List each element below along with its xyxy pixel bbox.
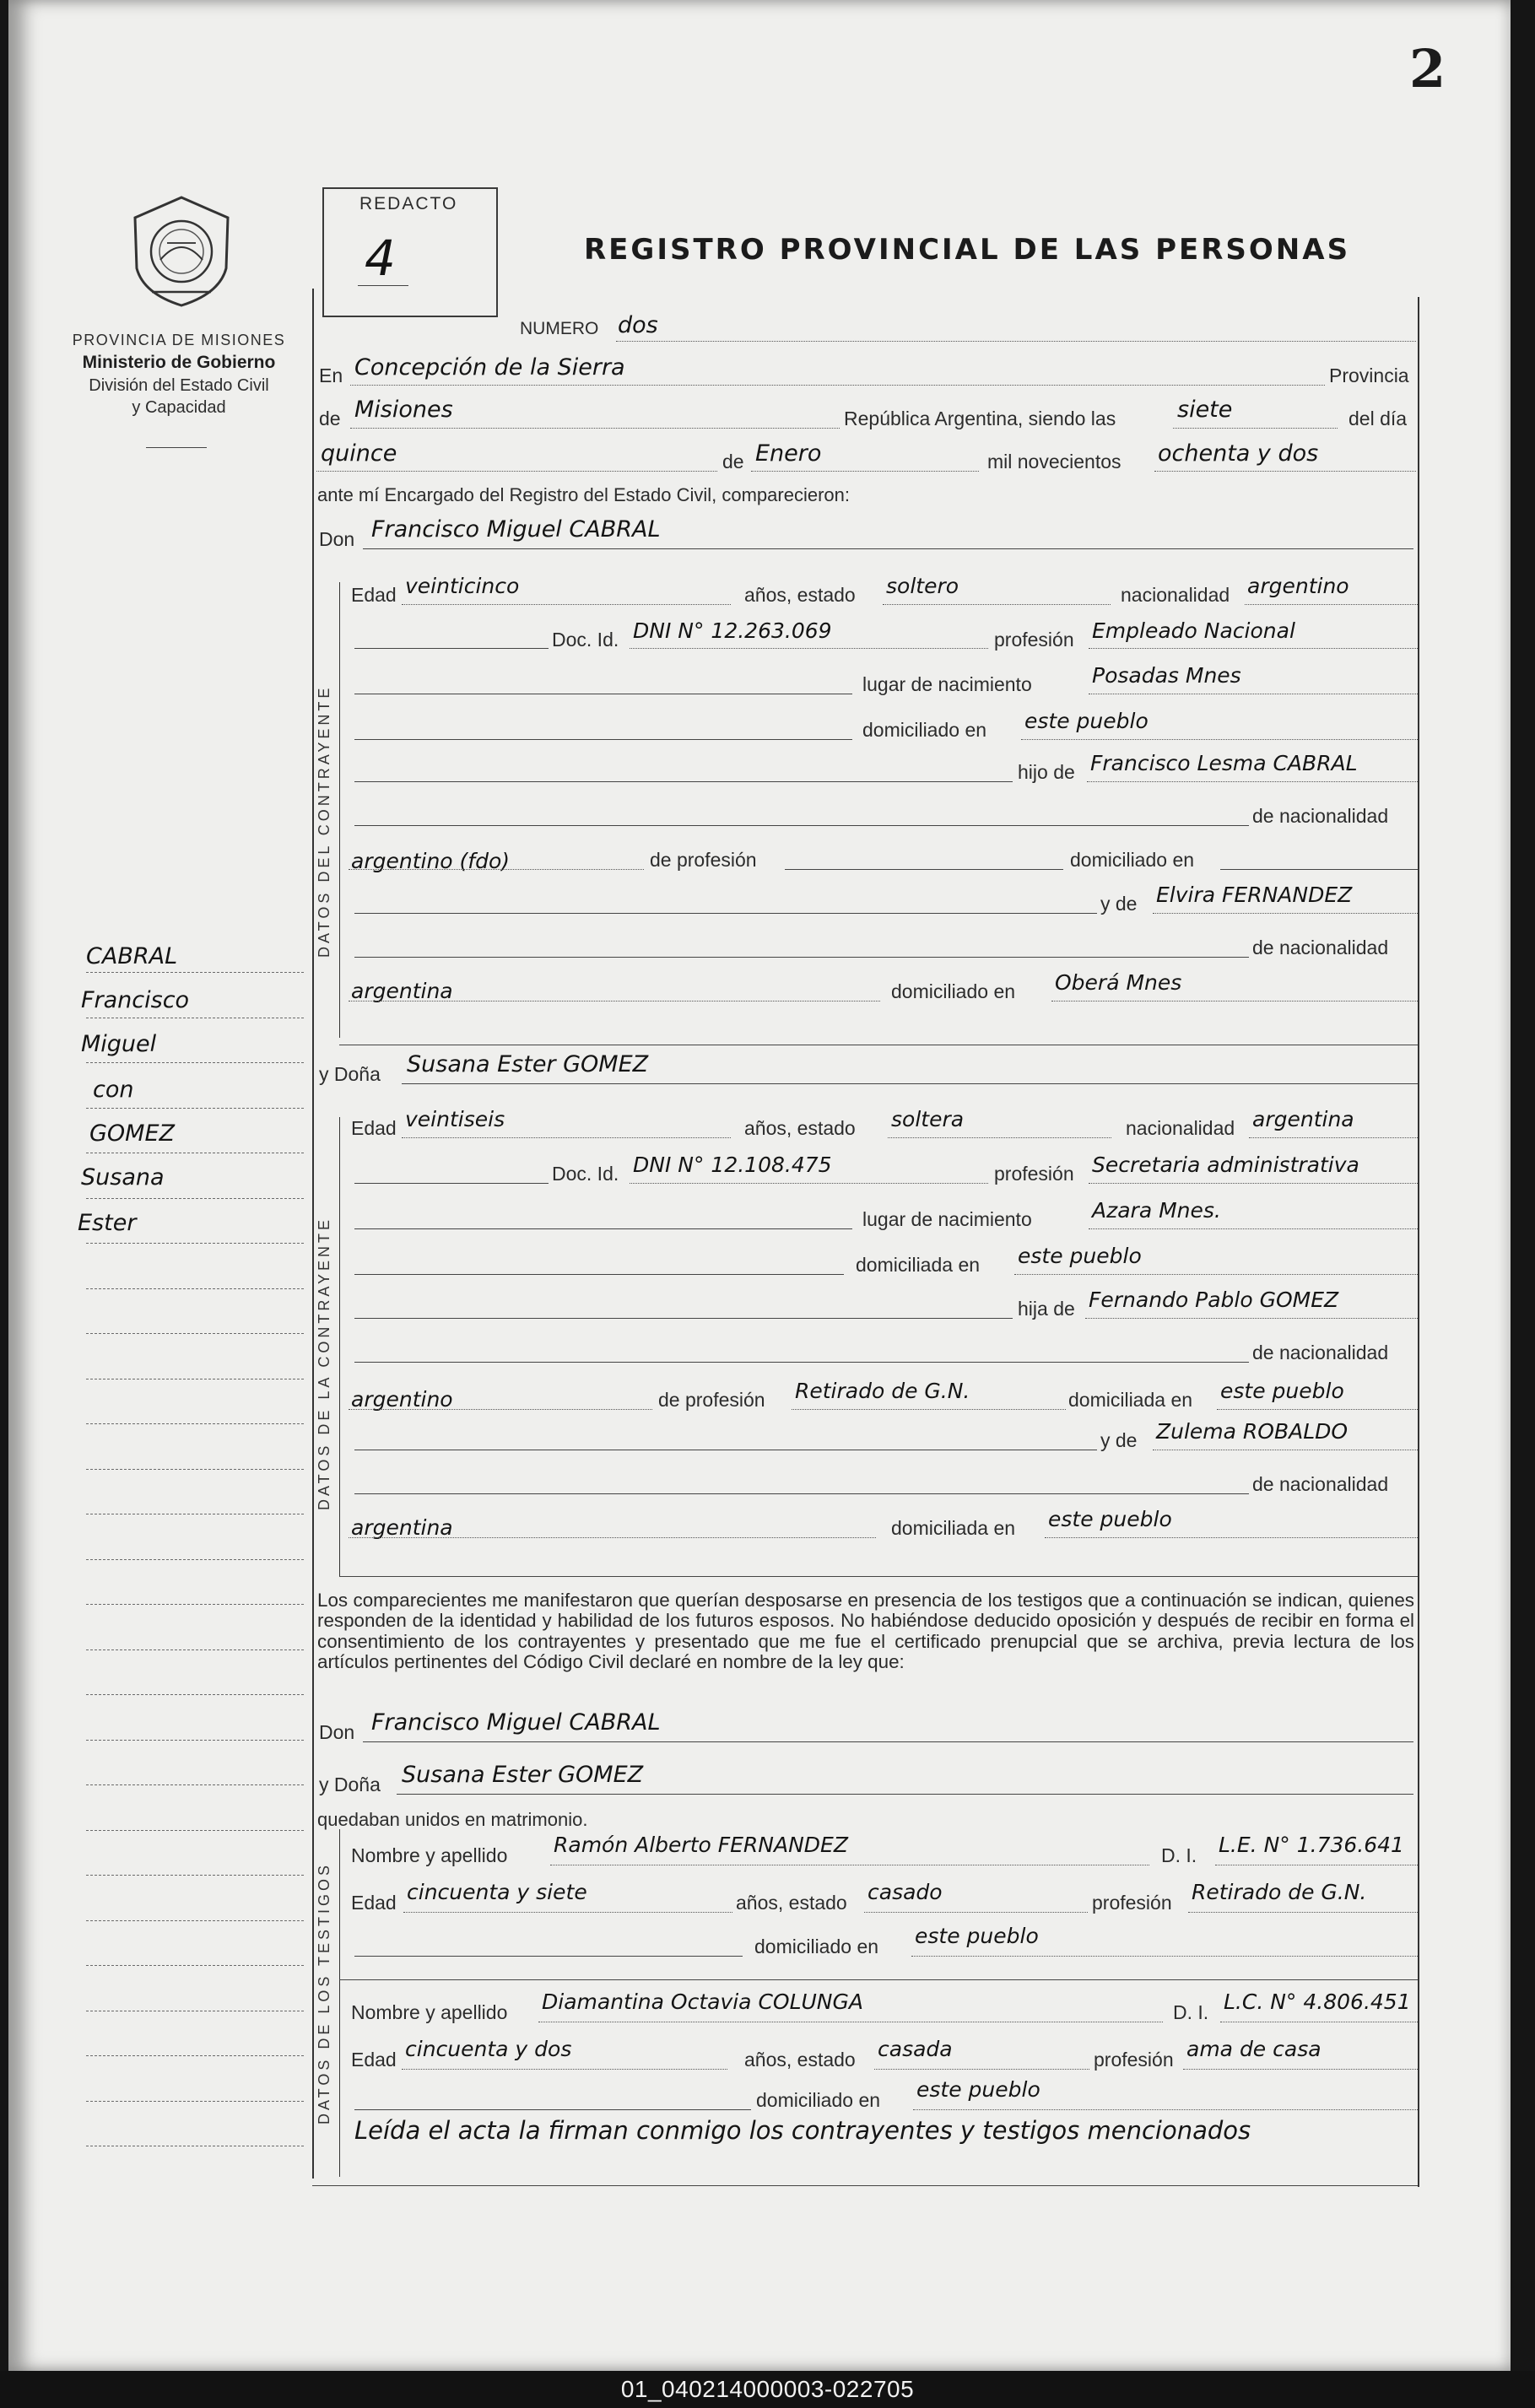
margin-rule [86, 1649, 304, 1650]
w2-profesion: ama de casa [1186, 2037, 1322, 2061]
bride-de-nacionalidad-label-2: de nacionalidad [1252, 1473, 1389, 1495]
margin-name-6: Susana [81, 1164, 165, 1191]
bride-domiciliada-label-3: domiciliada en [891, 1517, 1016, 1539]
register-title: REGISTRO PROVINCIAL DE LAS PERSONAS [584, 233, 1351, 267]
dia-value: quince [321, 440, 397, 467]
margin-rule [86, 1965, 304, 1966]
w2-nombre: Diamantina Octavia COLUNGA [542, 1990, 863, 2014]
bride-de-profesion-label: de profesión [658, 1389, 765, 1411]
bride-y-de-label: y de [1100, 1429, 1138, 1451]
profesion-label: profesión [994, 629, 1074, 651]
w2-edad: cincuenta y dos [405, 2037, 572, 2061]
w1-nombre-label: Nombre y apellido [351, 1844, 508, 1866]
republica-label: República Argentina, siendo las [844, 408, 1116, 429]
hijo-de-label: hijo de [1018, 761, 1075, 783]
groom-padre: Francisco Lesma CABRAL [1090, 751, 1358, 775]
bride-padre-nacionalidad: argentino [351, 1387, 453, 1412]
bride-profesion-label: profesión [994, 1163, 1074, 1185]
margin-rule [86, 1604, 304, 1605]
groom-nacionalidad: argentino [1247, 574, 1349, 598]
bride-edad-label: Edad [351, 1117, 397, 1139]
bride-estado: soltera [891, 1107, 965, 1131]
anos-estado-label: años, estado [744, 584, 856, 606]
bride-domiciliada-label: domiciliada en [856, 1254, 981, 1276]
margin-name-7: Ester [78, 1210, 137, 1236]
ante-mi-label: ante mí Encargado del Registro del Estado Civil, comparecieron: [317, 484, 850, 505]
domiciliado-label: domiciliado en [862, 719, 987, 741]
provincia-label: Provincia [1329, 364, 1409, 386]
declared-dona-value: Susana Ester GOMEZ [402, 1762, 644, 1788]
division-label-2: y Capacidad [132, 398, 226, 417]
groom-lugar: Posadas Mnes [1092, 663, 1241, 688]
w1-estado: casado [867, 1880, 943, 1904]
margin-rule [86, 1920, 304, 1921]
w2-domicilio: este pueblo [916, 2077, 1040, 2102]
bride-lugar-label: lugar de nacimiento [862, 1208, 1032, 1230]
provincial-seal-icon [127, 192, 236, 310]
datos-contrayente-2-label: DATOS DE LA CONTRAYENTE [316, 1216, 332, 1510]
bride-nacionalidad: argentina [1252, 1107, 1354, 1131]
margin-rule [86, 972, 304, 973]
groom-estado: soltero [886, 574, 959, 598]
w2-edad-label: Edad [351, 2049, 397, 2071]
de-profesion-label: de profesión [650, 849, 757, 871]
anio-value: ochenta y dos [1158, 440, 1319, 467]
margin-rule [86, 1062, 304, 1063]
bride-hija-de-label: hija de [1018, 1298, 1075, 1320]
y-de-label: y de [1100, 893, 1138, 915]
margin-rule [86, 1423, 304, 1424]
don-label: Don [319, 528, 355, 550]
bride-domiciliada-label-2: domiciliada en [1068, 1389, 1193, 1411]
quedaban-label: quedaban unidos en matrimonio. [317, 1809, 588, 1830]
margin-rule [86, 1198, 304, 1199]
w1-profesion: Retirado de G.N. [1192, 1880, 1367, 1904]
bride-lugar: Azara Mnes. [1092, 1198, 1221, 1223]
lugar-nacimiento-label: lugar de nacimiento [862, 673, 1032, 695]
margin-rule [86, 1288, 304, 1289]
w1-anos-estado-label: años, estado [736, 1892, 847, 1914]
w1-edad: cincuenta y siete [407, 1880, 587, 1904]
margin-rule [86, 1830, 304, 1831]
footer-id: 01_040214000003-022705 [620, 2376, 915, 2402]
margin-rule [86, 1108, 304, 1109]
redacto-value: 4 [365, 229, 396, 287]
w2-estado: casada [878, 2037, 953, 2061]
lugar-value: Concepción de la Sierra [354, 354, 625, 381]
numero-value: dos [618, 312, 658, 338]
dona-label: y Doña [319, 1063, 381, 1085]
w2-domiciliado-label: domiciliado en [756, 2089, 881, 2111]
mil-novecientos-label: mil novecientos [987, 451, 1122, 472]
w1-di: L.E. N° 1.736.641 [1219, 1833, 1404, 1857]
bride-de-nacionalidad-label: de nacionalidad [1252, 1342, 1389, 1363]
margin-rule [86, 1559, 304, 1560]
margin-rule [86, 1243, 304, 1244]
groom-edad: veinticinco [405, 574, 520, 598]
w1-nombre: Ramón Alberto FERNANDEZ [554, 1833, 848, 1857]
en-label: En [319, 364, 343, 386]
bride-madre-nacionalidad: argentina [351, 1515, 453, 1540]
margin-rule [86, 1784, 304, 1785]
bride-padre: Fernando Pablo GOMEZ [1089, 1288, 1339, 1312]
declaration-text: Los comparecientes me manifestaron que querían desposarse en presencia de los testigos que a continuación se indican, quienes responden de la identidad y habilidad de los futuros esposos. No habiéndose deducido oposición y después de recibir en forma el consentimiento de los contrayentes y presentado que me fue el certificado prenupcial que se archiva, previa lectura de los artículos pertinentes del Código Civil declaré en nombre de la ley que: [317, 1590, 1414, 1672]
bride-anos-estado-label: años, estado [744, 1117, 856, 1139]
groom-madre-domicilio: Oberá Mnes [1055, 970, 1182, 995]
margin-name-4: con [93, 1077, 134, 1103]
bride-nacionalidad-label: nacionalidad [1126, 1117, 1235, 1139]
numero-label: NUMERO [520, 319, 599, 338]
bride-doc: DNI N° 12.108.475 [633, 1153, 832, 1177]
declared-don-value: Francisco Miguel CABRAL [371, 1709, 661, 1736]
bride-padre-domicilio: este pueblo [1220, 1379, 1344, 1403]
doc-id-label: Doc. Id. [552, 629, 619, 651]
domiciliado-en-label: domiciliado en [1070, 849, 1195, 871]
margin-rule [86, 1740, 304, 1741]
margin-name-2: Francisco [81, 987, 190, 1013]
margin-rule [86, 2101, 304, 2102]
w1-di-label: D. I. [1161, 1844, 1197, 1866]
margin-name-5: GOMEZ [89, 1120, 176, 1147]
de-nacionalidad-label: de nacionalidad [1252, 805, 1389, 827]
groom-madre-nacionalidad: argentina [351, 979, 453, 1003]
bride-madre: Zulema ROBALDO [1156, 1419, 1349, 1444]
bride-padre-profesion: Retirado de G.N. [795, 1379, 970, 1403]
margin-rule [86, 1694, 304, 1695]
de-nacionalidad-label-2: de nacionalidad [1252, 937, 1389, 958]
bride-profesion: Secretaria administrativa [1092, 1153, 1359, 1177]
bride-edad: veintiseis [405, 1107, 505, 1131]
dona-value: Susana Ester GOMEZ [407, 1051, 649, 1077]
page-number: 2 [1409, 38, 1446, 100]
bride-doc-label: Doc. Id. [552, 1163, 619, 1185]
margin-rule [86, 2055, 304, 2056]
datos-testigos-label: DATOS DE LOS TESTIGOS [316, 1861, 332, 2125]
mes-value: Enero [755, 440, 822, 467]
de-label: de [319, 408, 341, 429]
edad-label: Edad [351, 584, 397, 606]
w2-profesion-label: profesión [1094, 2049, 1174, 2071]
closing-text: Leída el acta la firman conmigo los contrayentes y testigos mencionados [354, 2116, 1251, 2145]
w2-nombre-label: Nombre y apellido [351, 2001, 508, 2023]
w1-domiciliado-label: domiciliado en [754, 1936, 879, 1957]
groom-madre: Elvira FERNANDEZ [1156, 883, 1353, 907]
groom-doc: DNI N° 12.263.069 [633, 618, 832, 643]
margin-rule [86, 1875, 304, 1876]
ministry-label: Ministerio de Gobierno [82, 353, 276, 372]
provincia-value: Misiones [354, 397, 453, 423]
bride-domicilio: este pueblo [1018, 1244, 1142, 1268]
margin-rule [86, 1333, 304, 1334]
w2-di-label: D. I. [1173, 2001, 1209, 2023]
register-page [8, 0, 1511, 2371]
bride-madre-domicilio: este pueblo [1048, 1507, 1172, 1531]
declared-don-label: Don [319, 1721, 355, 1743]
w2-di: L.C. N° 4.806.451 [1224, 1990, 1411, 2014]
w1-profesion-label: profesión [1092, 1892, 1172, 1914]
nacionalidad-label: nacionalidad [1121, 584, 1230, 606]
declared-dona-label: y Doña [319, 1774, 381, 1795]
redacto-box [322, 187, 498, 317]
groom-padre-nacionalidad: argentino (fdo) [351, 849, 511, 873]
don-value: Francisco Miguel CABRAL [371, 516, 661, 543]
redacto-label: REDACTO [359, 194, 458, 213]
w2-anos-estado-label: años, estado [744, 2049, 856, 2071]
domiciliado-en-label-2: domiciliado en [891, 980, 1016, 1002]
margin-name-1: CABRAL [86, 943, 178, 969]
groom-domicilio: este pueblo [1024, 709, 1149, 733]
del-dia-label: del día [1349, 408, 1408, 429]
w1-edad-label: Edad [351, 1892, 397, 1914]
w1-domicilio: este pueblo [915, 1924, 1039, 1948]
de-mes-label: de [722, 451, 744, 472]
province-label: PROVINCIA DE MISIONES [72, 332, 286, 348]
hora-value: siete [1177, 397, 1233, 423]
groom-profesion: Empleado Nacional [1092, 618, 1295, 643]
division-label: División del Estado Civil [89, 376, 269, 395]
margin-rule [86, 1469, 304, 1470]
datos-contrayente-label: DATOS DEL CONTRAYENTE [316, 684, 332, 958]
margin-name-3: Miguel [81, 1031, 157, 1057]
